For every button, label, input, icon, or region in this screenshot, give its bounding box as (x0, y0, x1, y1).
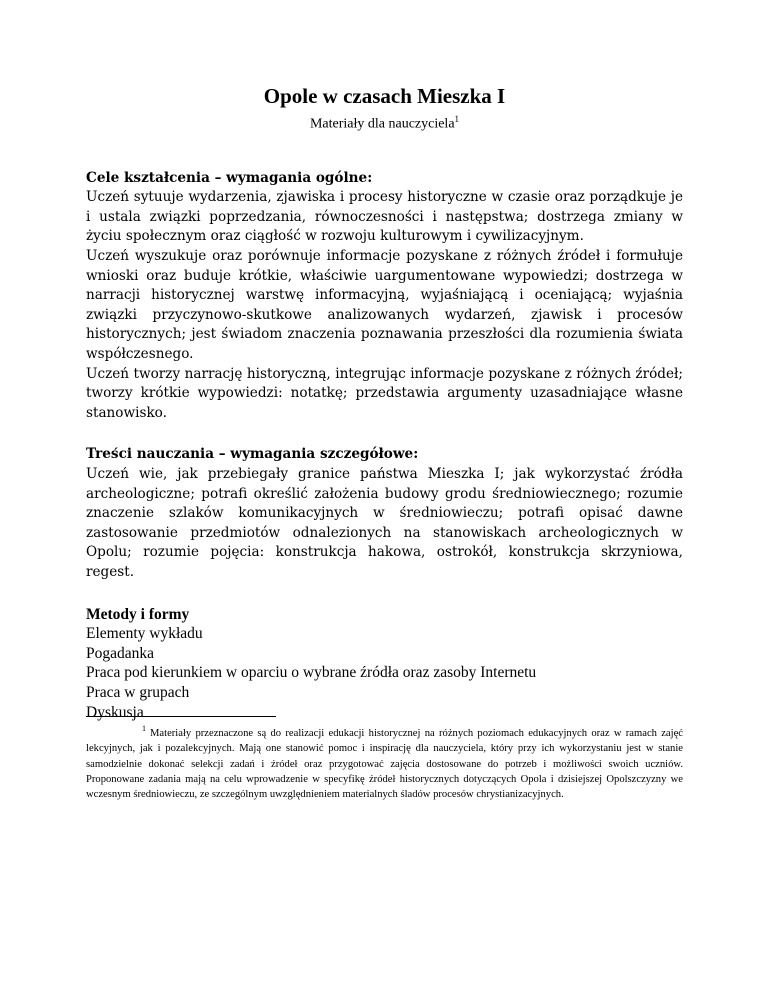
goals-paragraph: Uczeń tworzy narrację historyczną, integrując informacje pozyskane z różnych źródeł; tworzy krótkie wypowiedzi: notatkę; przedstawia argumenty uzasadniające własne stanowisko. (86, 365, 683, 421)
method-item: Praca pod kierunkiem w oparciu o wybrane źródła oraz zasoby Internetu (86, 664, 537, 682)
footnote-separator (86, 716, 276, 717)
method-item: Pogadanka (86, 644, 155, 662)
section-methods (86, 605, 683, 723)
content-heading: Treści nauczania – wymagania szczegółowe: (86, 446, 419, 463)
footnote-reference[interactable]: 1 (454, 114, 460, 124)
goals-paragraph: Uczeń sytuuje wydarzenia, zjawiska i procesy historyczne w czasie oraz porządkuje je i ustala związki poprzedzania, równoczesności i następstwa; dostrzega zmiany w życiu społecznym oraz ciągłość w rozwoju kulturowym i cywilizacyjnym. (86, 189, 683, 245)
section-general-goals (86, 169, 683, 424)
methods-heading: Metody i formy (86, 605, 190, 623)
goals-heading: Cele kształcenia – wymagania ogólne: (86, 169, 373, 186)
footnote (86, 726, 683, 802)
document-page (86, 84, 683, 722)
method-item: Dyskusja (86, 703, 144, 721)
content-paragraph: Uczeń wie, jak przebiegały granice państwa Mieszka I; jak wykorzystać źródła archeologiczne; potrafi określić założenia budowy grodu średniowiecznego; rozumie znaczenie szlaków komunikacyjnych w średniowieczu; potrafi opisać dawne zastosowanie przedmiotów odnalezionych na stanowiskach archeologicznych w Opolu; rozumie pojęcia: konstrukcja hakowa, ostrokół, konstrukcja skrzyniowa, regest. (86, 465, 683, 580)
footnote-marker: 1 (142, 724, 146, 734)
method-item: Elementy wykładu (86, 625, 203, 643)
subtitle-text: Materiały dla nauczyciela (309, 116, 455, 132)
footnote-text: Materiały przeznaczone są do realizacji edukacji historycznej na różnych poziomach edukacyjnych oraz w ramach zajęć lekcyjnych, jak i pozalekcyjnych. Mają one stanowić pomoc i inspirację dla nauczyciela, który przy ich wykorzystaniu jest w stanie samodzielnie dokonać selekcji zadań i źródeł oraz przygotować zajęcia dostosowane do potrzeb i możliwości swoich uczniów. Proponowane zadania mają na celu wprowadzenie w specyfikę źródeł historycznych dotyczących Opola i dzisiejszej Opolszczyzny we wczesnym średniowieczu, ze szczególnym uwzględnieniem materialnych śladów procesów chrystianizacyjnych. (86, 728, 683, 801)
document-title: Opole w czasach Mieszka I (263, 84, 506, 108)
document-subtitle (86, 110, 683, 134)
goals-paragraph: Uczeń wyszukuje oraz porównuje informacje pozyskane z różnych źródeł i formułuje wnioski oraz buduje krótkie, właściwie uargumentowane wypowiedzi; dostrzega w narracji historycznej warstwę informacyjną, wyjaśniającą i oceniającą; wyjaśnia związki przyczynowo-skutkowe analizowanych wydarzeń, zjawisk i procesów historycznych; jest świadom znaczenia poznawania przeszłości dla rozumienia świata współczesnego. (86, 248, 683, 362)
method-item: Praca w grupach (86, 683, 190, 701)
section-detailed-content (86, 445, 683, 582)
